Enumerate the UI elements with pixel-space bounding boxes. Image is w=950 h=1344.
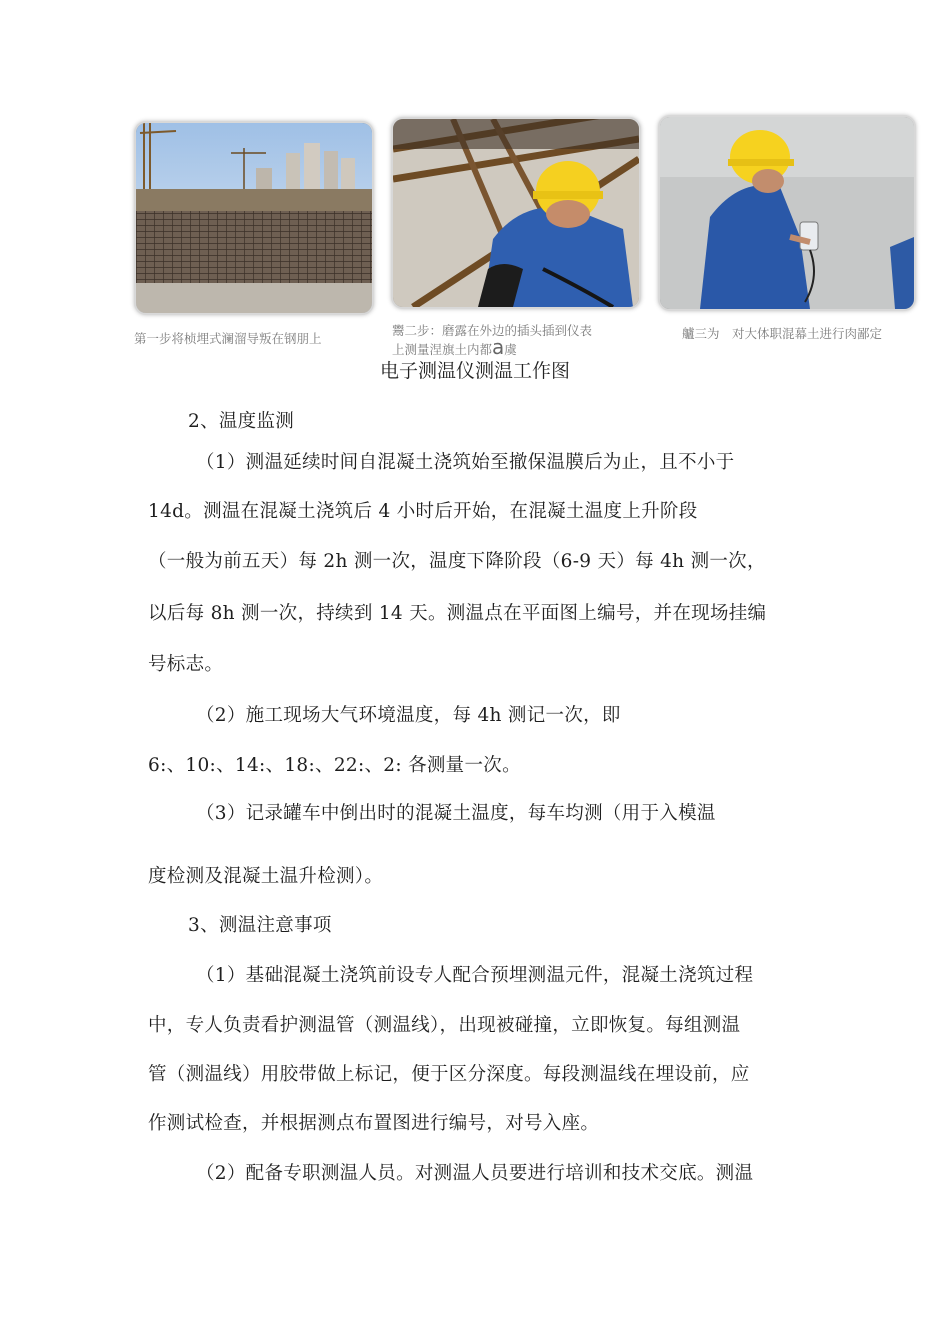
paragraph-line: （3）记录罐车中倒出时的混凝土温度，每车均测（用于入模温 [196, 803, 716, 824]
paragraph-line: （1）基础混凝土浇筑前设专人配合预埋测温元件，混凝土浇筑过程 [196, 965, 754, 986]
paragraph-line: 以后每 8h 测一次，持续到 14 天。测温点在平面图上编号，并在现场挂编 [148, 603, 767, 624]
caption-step-2-line-1: 鬻二步：磨露在外边的插头插到仪表 [392, 323, 593, 338]
paragraph-line: 中，专人负责看护测温管（测温线），出现被碰撞，立即恢复。每组测温 [148, 1015, 741, 1036]
caption-step-3: 艫三为 对大体职混幕土进行肉鄙定 [682, 326, 883, 341]
caption-step-1: 第一步将桢埋式澜溜导叛在钢朋上 [134, 331, 322, 346]
caption-step-2 [392, 322, 592, 358]
paragraph-line: （2）配备专职测温人员。对测温人员要进行培训和技术交底。测温 [196, 1163, 754, 1184]
paragraph-line: 作测试检查，并根据测点布置图进行编号，对号入座。 [148, 1113, 600, 1134]
photo-rebar-site [134, 121, 374, 315]
caption-step-2-line-2-pre: 上测量涅旗土内都 [392, 342, 493, 357]
paragraph-line: 6:、10:、14:、18:、22:、2: 各测量一次。 [148, 755, 521, 776]
paragraph-line: （2）施工现场大气环境温度，每 4h 测记一次，即 [196, 705, 621, 726]
photo-worker-plugging [391, 117, 641, 309]
caption-step-2-line-2-post: 虞 [504, 342, 517, 357]
paragraph-line: 度检测及混凝土温升检测）。 [148, 866, 384, 887]
section-heading-temperature-monitoring: 2、温度监测 [188, 411, 295, 432]
paragraph-line: （一般为前五天）每 2h 测一次，温度下降阶段（6-9 天）每 4h 测一次， [148, 551, 766, 572]
section-heading-precautions: 3、测温注意事项 [188, 915, 332, 936]
figure-title: 电子测温仪测温工作图 [379, 360, 570, 382]
paragraph-line: （1）测温延续时间自混凝土浇筑始至撤保温膜后为止，且不小于 [196, 452, 735, 473]
paragraph-line: 号标志。 [148, 654, 224, 675]
caption-step-2-letter: a [492, 335, 505, 359]
paragraph-line: 管（测温线）用胶带做上标记，便于区分深度。每段测温线在埋设前，应 [148, 1064, 750, 1085]
photo-worker-measuring [658, 115, 916, 311]
paragraph-line: 14d。测温在混凝土浇筑后 4 小时后开始，在混凝土温度上升阶段 [148, 501, 698, 522]
